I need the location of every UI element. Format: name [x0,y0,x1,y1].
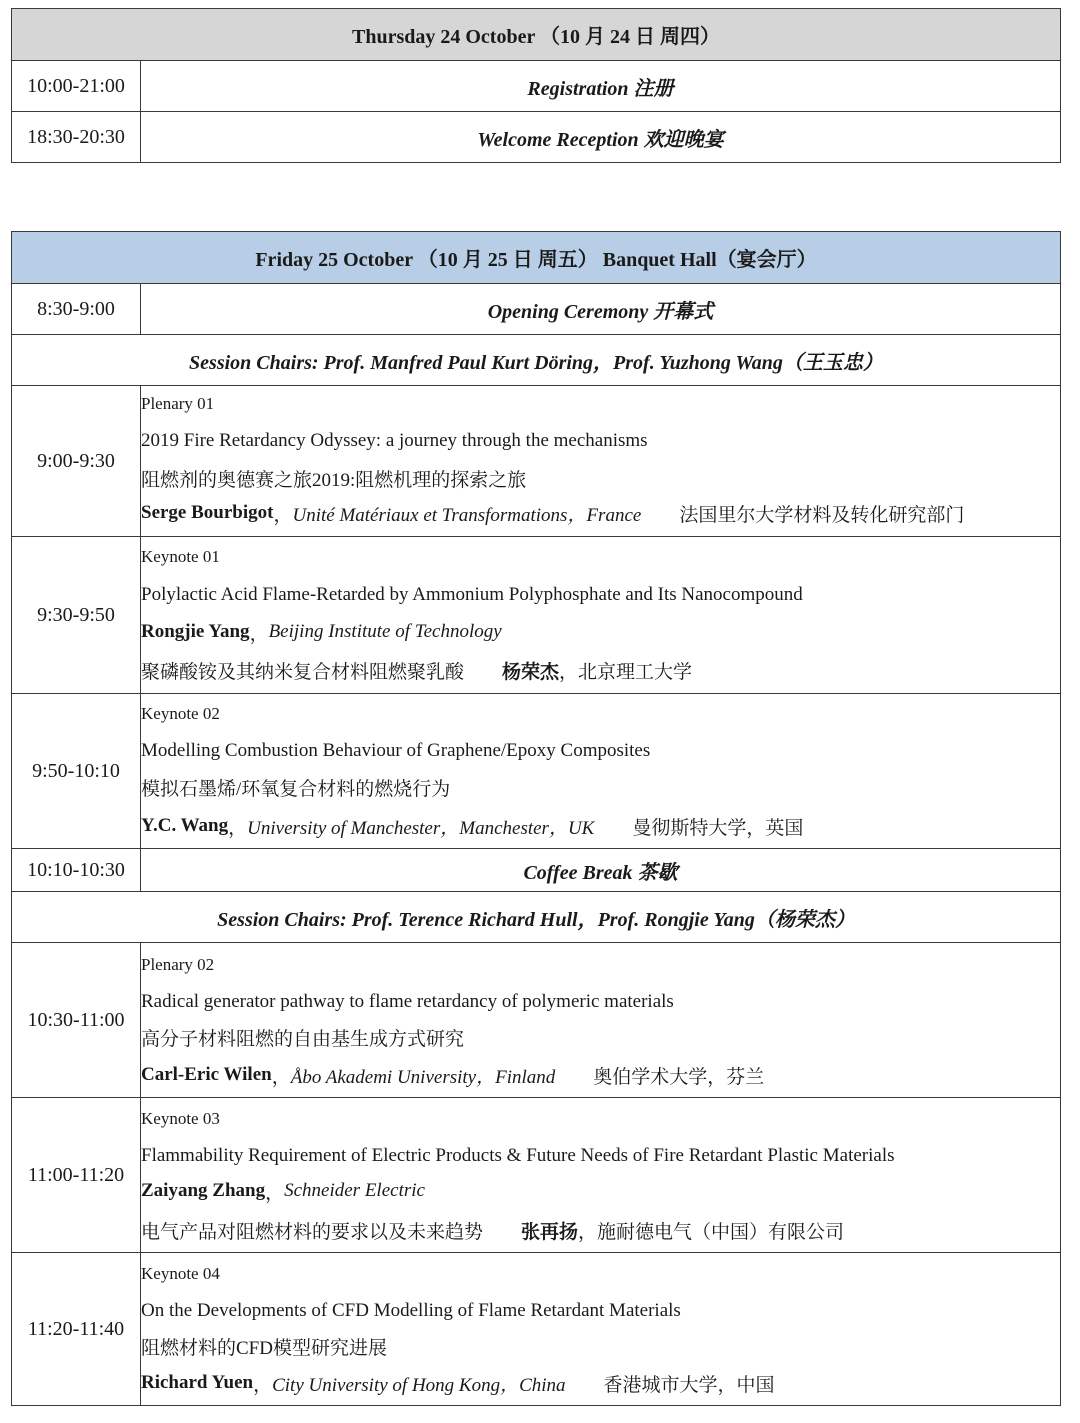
talk-title-cn-line: 聚磷酸铵及其纳米复合材料阻燃聚乳酸 杨荣杰 ， 北京理工大学 [141,651,1060,689]
thursday-schedule-table [11,8,1061,163]
table-row [12,943,1061,1098]
talk-title-en: 2019 Fire Retardancy Odyssey: a journey through the mechanisms [141,430,648,451]
table-row [12,1098,1061,1253]
speaker-name: Zaiyang Zhang [141,1180,266,1201]
speaker-name: Serge Bourbigot [141,502,274,523]
speaker-affiliation-cn: 施耐德电气（中国）有限公司 [597,1221,845,1243]
time-cell: 11:00-11:20 [12,1098,141,1253]
speaker-name: Y.C. Wang [141,815,229,836]
table-row [12,284,1061,335]
speaker-affiliation: University of Manchester，Manchester，UK [247,817,595,839]
talk-kind: Keynote 04 [141,1264,220,1283]
speaker-line: Serge Bourbigot ， Unité Matériaux et Transformations，France 法国里尔大学材料及转化研究部门 [141,496,1060,530]
time-cell: 9:30-9:50 [12,537,141,694]
friday-schedule-table [11,231,1061,1406]
talk-title-en: Modelling Combustion Behaviour of Graphene/Epoxy Composites [141,740,651,761]
speaker-line: Zaiyang Zhang ， Schneider Electric [141,1180,425,1204]
speaker-affiliation-cn: 奥伯学术大学，芬兰 [593,1066,765,1088]
speaker-line: Carl-Eric Wilen ， Åbo Akademi University，Finland 奥伯学术大学，芬兰 [141,1057,1060,1093]
time-cell: 8:30-9:00 [12,284,141,335]
speaker-affiliation-cn: 香港城市大学，中国 [603,1374,775,1396]
talk-title-cn: 阻燃剂的奥德赛之旅2019:阻燃机理的探索之旅 [141,469,527,491]
speaker-name: Rongjie Yang [141,621,250,642]
table-row [12,849,1061,892]
talk-kind: Plenary 02 [141,955,215,974]
talk-title-cn: 模拟石墨烯/环氧复合材料的燃烧行为 [141,778,451,800]
table-row [12,386,1061,537]
speaker-name-cn: 张再扬 [521,1221,579,1243]
speaker-affiliation-cn: 法国里尔大学材料及转化研究部门 [679,504,965,526]
friday-header: Friday 25 October （10 月 25 日 周五） Banquet Hall（宴会厅） [12,232,1061,284]
talk-title-cn: 电气产品对阻燃材料的要求以及未来趋势 [141,1221,484,1243]
event-cell: Registration 注册 [141,61,1061,112]
talk-title-cn-line: 电气产品对阻燃材料的要求以及未来趋势 张再扬 ， 施耐德电气（中国）有限公司 [141,1210,1060,1250]
talk-cell [141,386,1061,537]
talk-title-en: Polylactic Acid Flame-Retarded by Ammonium Polyphosphate and Its Nanocompound [141,584,803,605]
speaker-affiliation: Åbo Akademi University，Finland [290,1066,556,1088]
talk-title-cn: 聚磷酸铵及其纳米复合材料阻燃聚乳酸 [141,661,465,683]
talk-kind: Plenary 01 [141,394,215,413]
talk-title-cn: 阻燃材料的CFD模型研究进展 [141,1337,387,1359]
table-row [12,112,1061,163]
time-cell: 18:30-20:30 [12,112,141,163]
talk-title-en: Flammability Requirement of Electric Products & Future Needs of Fire Retardant Plastic Materials [141,1145,895,1166]
table-row [12,61,1061,112]
speaker-affiliation: Beijing Institute of Technology [268,621,502,642]
speaker-name-cn: 杨荣杰 [502,661,560,683]
time-cell: 10:30-11:00 [12,943,141,1098]
speaker-affiliation-cn: 北京理工大学 [578,661,693,683]
speaker-name: Carl-Eric Wilen [141,1064,272,1085]
speaker-affiliation: City University of Hong Kong，China [272,1374,566,1396]
speaker-name: Richard Yuen [141,1372,254,1393]
talk-title-en: Radical generator pathway to flame retardancy of polymeric materials [141,991,674,1012]
table-row [12,694,1061,849]
talk-cell [141,1098,1061,1253]
talk-cell [141,537,1061,694]
talk-cell [141,1253,1061,1406]
talk-kind: Keynote 03 [141,1109,220,1128]
table-row [12,1253,1061,1406]
speaker-line: Y.C. Wang ， University of Manchester，Manchester，UK 曼彻斯特大学，英国 [141,806,1060,846]
time-cell: 9:50-10:10 [12,694,141,849]
talk-title-cn: 高分子材料阻燃的自由基生成方式研究 [141,1028,465,1050]
talk-cell [141,943,1061,1098]
speaker-line: Richard Yuen ， City University of Hong Kong，China 香港城市大学，中国 [141,1365,1060,1401]
session-chairs: Session Chairs: Prof. Manfred Paul Kurt Döring，Prof. Yuzhong Wang（王玉忠） [12,335,1061,386]
speaker-affiliation: Unité Matériaux et Transformations，France [292,504,642,526]
talk-kind: Keynote 02 [141,704,220,723]
time-cell: 10:00-21:00 [12,61,141,112]
event-cell: Welcome Reception 欢迎晚宴 [141,112,1061,163]
time-cell: 10:10-10:30 [12,849,141,892]
thursday-header: Thursday 24 October （10 月 24 日 周四） [12,9,1061,61]
speaker-affiliation: Schneider Electric [284,1180,425,1201]
time-cell: 9:00-9:30 [12,386,141,537]
speaker-line: Rongjie Yang ， Beijing Institute of Technology [141,621,502,645]
talk-cell [141,694,1061,849]
event-cell: Opening Ceremony 开幕式 [141,284,1061,335]
session-chairs: Session Chairs: Prof. Terence Richard Hull，Prof. Rongjie Yang（杨荣杰） [12,892,1061,943]
speaker-affiliation-cn: 曼彻斯特大学，英国 [632,817,804,839]
time-cell: 11:20-11:40 [12,1253,141,1406]
event-cell: Coffee Break 茶歇 [141,849,1061,892]
table-row [12,537,1061,694]
talk-title-en: On the Developments of CFD Modelling of Flame Retardant Materials [141,1300,681,1321]
talk-kind: Keynote 01 [141,547,220,566]
